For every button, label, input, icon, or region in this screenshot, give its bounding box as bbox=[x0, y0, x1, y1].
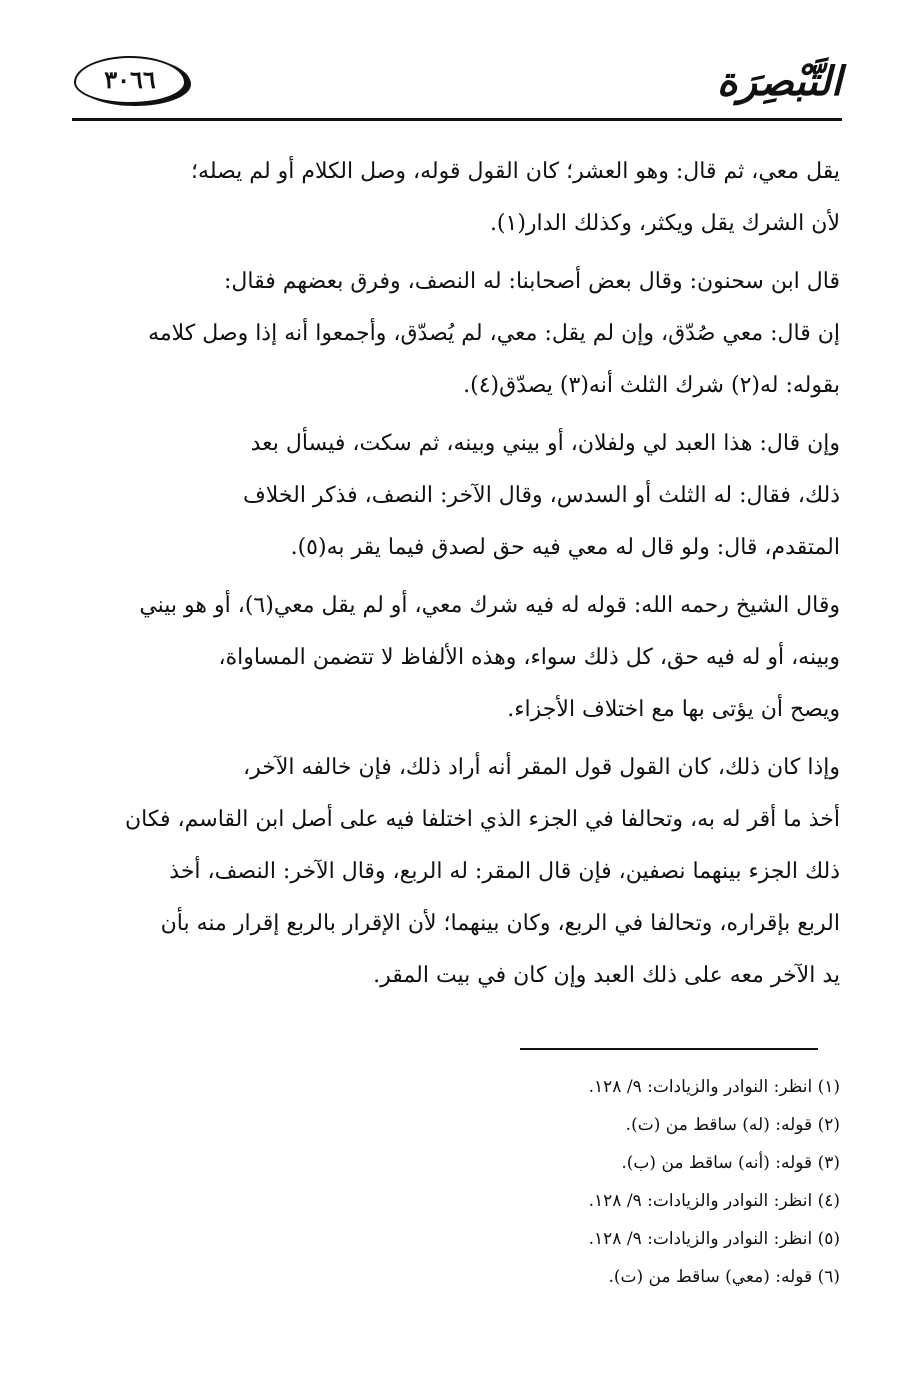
text-line: قال ابن سحنون: وقال بعض أصحابنا: له النصف، وفرق بعضهم فقال: bbox=[223, 269, 840, 294]
text-line: وقال الشيخ رحمه الله: قوله له فيه شرك معي، أو لم يقل معي(٦)، أو هو بيني bbox=[139, 593, 840, 618]
text-line: أخذ ما أقر له به، وتحالفا في الجزء الذي اختلفا فيه على أصل ابن القاسم، فكان bbox=[125, 807, 840, 832]
footnote: (١) انظر: النوادر والزيادات: ٩/ ١٢٨. bbox=[588, 1077, 840, 1097]
page-number: ٣٠٦٦ bbox=[104, 65, 156, 94]
paragraph bbox=[76, 146, 840, 250]
paragraph bbox=[76, 742, 840, 1002]
text-line: ويصح أن يؤتى بها مع اختلاف الأجزاء. bbox=[507, 697, 840, 722]
text-line: الربع بإقراره، وتحالفا في الربع، وكان بينهما؛ لأن الإقرار بالربع إقرار منه بأن bbox=[160, 911, 840, 936]
text-line: وإن قال: هذا العبد لي ولفلان، أو بيني وبينه، ثم سكت، فيسأل بعد bbox=[250, 431, 840, 456]
book-title: التَّبْصِرَة bbox=[716, 58, 842, 105]
text-line: وإذا كان ذلك، كان القول قول المقر أنه أراد ذلك، فإن خالفه الآخر، bbox=[243, 755, 840, 780]
text-line: لأن الشرك يقل ويكثر، وكذلك الدار(١). bbox=[489, 211, 840, 236]
header-rule bbox=[72, 118, 842, 121]
paragraph bbox=[76, 256, 840, 412]
text-line: يد الآخر معه على ذلك العبد وإن كان في بيت المقر. bbox=[373, 963, 840, 988]
text-line: ذلك، فقال: له الثلث أو السدس، وقال الآخر: النصف، فذكر الخلاف bbox=[242, 483, 840, 508]
text-line: المتقدم، قال: ولو قال له معي فيه حق لصدق فيما يقر به(٥). bbox=[290, 535, 840, 560]
paragraph bbox=[76, 580, 840, 736]
text-line: إن قال: معي صُدّق، وإن لم يقل: معي، لم يُصدّق، وأجمعوا أنه إذا وصل كلامه bbox=[148, 321, 840, 346]
footnote: (٥) انظر: النوادر والزيادات: ٩/ ١٢٨. bbox=[588, 1229, 840, 1249]
footnote: (٦) قوله: (معي) ساقط من (ت). bbox=[608, 1267, 840, 1287]
footnote: (٣) قوله: (أنه) ساقط من (ب). bbox=[621, 1153, 840, 1173]
paragraph bbox=[76, 418, 840, 574]
page-header bbox=[72, 50, 842, 120]
text-line: ذلك الجزء بينهما نصفين، فإن قال المقر: له الربع، وقال الآخر: النصف، أخذ bbox=[169, 859, 840, 884]
text-line: يقل معي، ثم قال: وهو العشر؛ كان القول قوله، وصل الكلام أو لم يصله؛ bbox=[191, 159, 840, 184]
footnotes bbox=[340, 1068, 840, 1296]
main-text bbox=[76, 146, 840, 1008]
footnote-separator bbox=[520, 1048, 818, 1050]
page-number-badge bbox=[74, 56, 186, 104]
footnote: (٢) قوله: (له) ساقط من (ت). bbox=[625, 1115, 840, 1135]
text-line: وبينه، أو له فيه حق، كل ذلك سواء، وهذه الألفاظ لا تتضمن المساواة، bbox=[218, 645, 840, 670]
footnote: (٤) انظر: النوادر والزيادات: ٩/ ١٢٨. bbox=[588, 1191, 840, 1211]
text-line: بقوله: له(٢) شرك الثلث أنه(٣) يصدّق(٤). bbox=[463, 373, 840, 398]
